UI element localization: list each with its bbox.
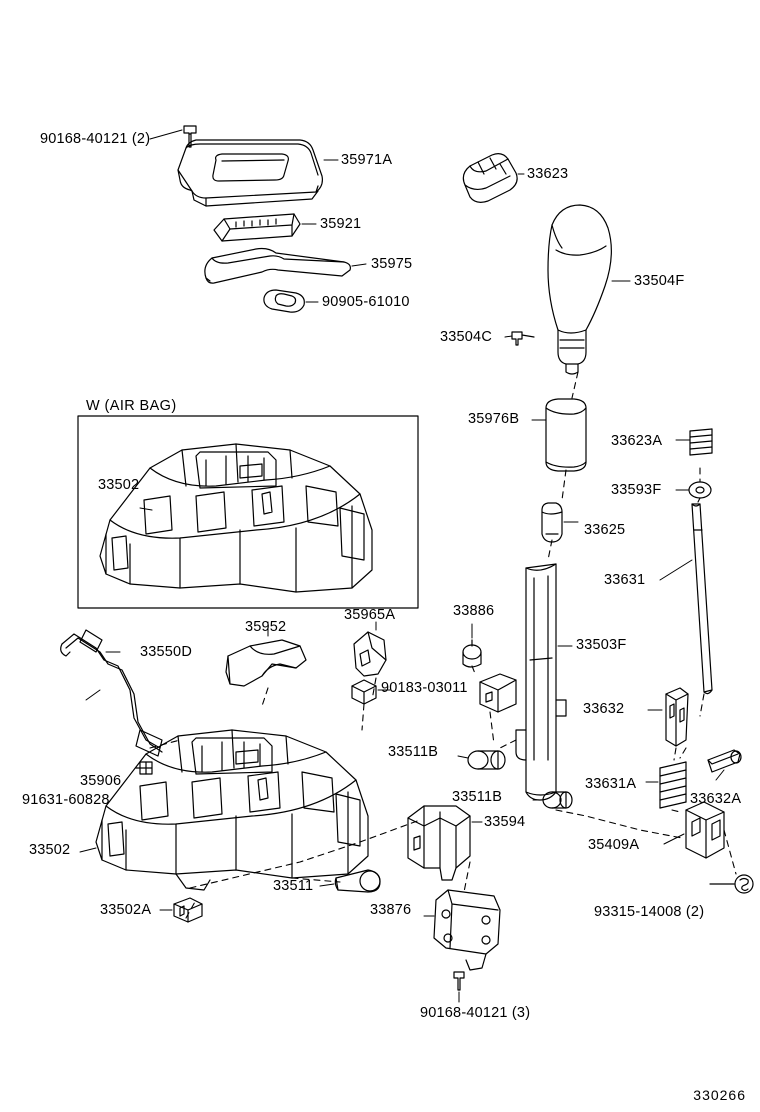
part-label-33623: 33623 bbox=[527, 166, 569, 182]
part-label-33504f: 33504F bbox=[634, 273, 685, 289]
part-bolt-93315 bbox=[710, 875, 753, 893]
part-label-35952: 35952 bbox=[245, 619, 287, 635]
part-cover-35975 bbox=[205, 249, 351, 284]
part-label-93315-14008-2: 93315-14008 (2) bbox=[594, 904, 705, 920]
part-bushing-33886 bbox=[463, 640, 481, 667]
part-link-33632 bbox=[666, 688, 688, 746]
part-pin-33511 bbox=[335, 870, 380, 892]
part-screw-90168-bottom bbox=[454, 972, 464, 990]
part-spring-33631a bbox=[660, 762, 686, 808]
part-label-33593f: 33593F bbox=[611, 482, 662, 498]
part-label-33511b-right: 33511B bbox=[452, 789, 503, 805]
part-label-33504c: 33504C bbox=[440, 329, 492, 345]
part-label-33502-main: 33502 bbox=[29, 842, 71, 858]
part-label-33886: 33886 bbox=[453, 603, 495, 619]
part-plug-33625 bbox=[542, 503, 562, 542]
part-label-35976b: 35976B bbox=[468, 411, 520, 427]
diagram-id: 330266 bbox=[693, 1087, 746, 1103]
part-label-33502a: 33502A bbox=[100, 902, 152, 918]
part-housing-33502-main bbox=[96, 730, 368, 890]
part-label-35921: 35921 bbox=[320, 216, 362, 232]
part-label-33625: 33625 bbox=[584, 522, 626, 538]
part-housing-33502-boxed bbox=[100, 444, 372, 592]
part-label-33550d: 33550D bbox=[140, 644, 192, 660]
part-label-33511b-left: 33511B bbox=[388, 744, 439, 760]
part-label-33632: 33632 bbox=[583, 701, 625, 717]
part-label-90168-40121-3: 90168-40121 (3) bbox=[420, 1005, 531, 1021]
part-lever-33503f bbox=[516, 564, 566, 800]
part-nut-90183 bbox=[352, 680, 376, 704]
part-label-33876: 33876 bbox=[370, 902, 412, 918]
part-washer-33593f bbox=[689, 482, 711, 498]
part-clip-90905 bbox=[264, 290, 304, 312]
part-label-35409a: 35409A bbox=[588, 837, 640, 853]
part-bezel-35971a bbox=[178, 140, 322, 206]
part-label-90168-40121-2: 90168-40121 (2) bbox=[40, 131, 151, 147]
part-knob-button-33623 bbox=[463, 154, 517, 203]
part-indicator-35952 bbox=[226, 640, 306, 686]
part-label-90183-03011: 90183-03011 bbox=[381, 680, 468, 696]
part-shift-knob-33504f bbox=[548, 205, 611, 374]
group-box-label-air-bag: W (AIR BAG) bbox=[86, 398, 177, 414]
part-plate-33876 bbox=[434, 890, 500, 970]
part-label-33631: 33631 bbox=[604, 572, 646, 588]
part-pin-33511b-left bbox=[468, 751, 505, 769]
part-label-33503f: 33503F bbox=[576, 637, 627, 653]
part-clip-33502a bbox=[174, 898, 202, 922]
part-screw-33504c bbox=[512, 332, 534, 345]
part-label-33502-boxed: 33502 bbox=[98, 477, 140, 493]
part-label-35965a: 35965A bbox=[344, 607, 396, 623]
part-pin-33632a bbox=[708, 750, 741, 772]
part-spring-33623a bbox=[690, 429, 712, 455]
part-label-35906: 35906 bbox=[80, 773, 122, 789]
part-label-33623a: 33623A bbox=[611, 433, 663, 449]
part-bracket-35409a bbox=[686, 802, 724, 858]
part-label-33594: 33594 bbox=[484, 814, 526, 830]
part-garnish-35921 bbox=[214, 214, 300, 241]
part-label-33632a: 33632A bbox=[690, 791, 742, 807]
part-label-33511: 33511 bbox=[273, 878, 314, 894]
part-label-35975: 35975 bbox=[371, 256, 413, 272]
part-bracket-33594 bbox=[408, 806, 470, 880]
part-label-33631a: 33631A bbox=[585, 776, 637, 792]
part-boot-35976b bbox=[546, 399, 586, 471]
part-lever-bracket bbox=[480, 674, 516, 712]
part-label-90905-61010: 90905-61010 bbox=[322, 294, 410, 310]
part-label-91631-60828: 91631-60828 bbox=[22, 792, 110, 808]
part-rod-33631 bbox=[692, 504, 712, 694]
part-label-35971a: 35971A bbox=[341, 152, 393, 168]
part-lever-35965a bbox=[354, 632, 386, 676]
